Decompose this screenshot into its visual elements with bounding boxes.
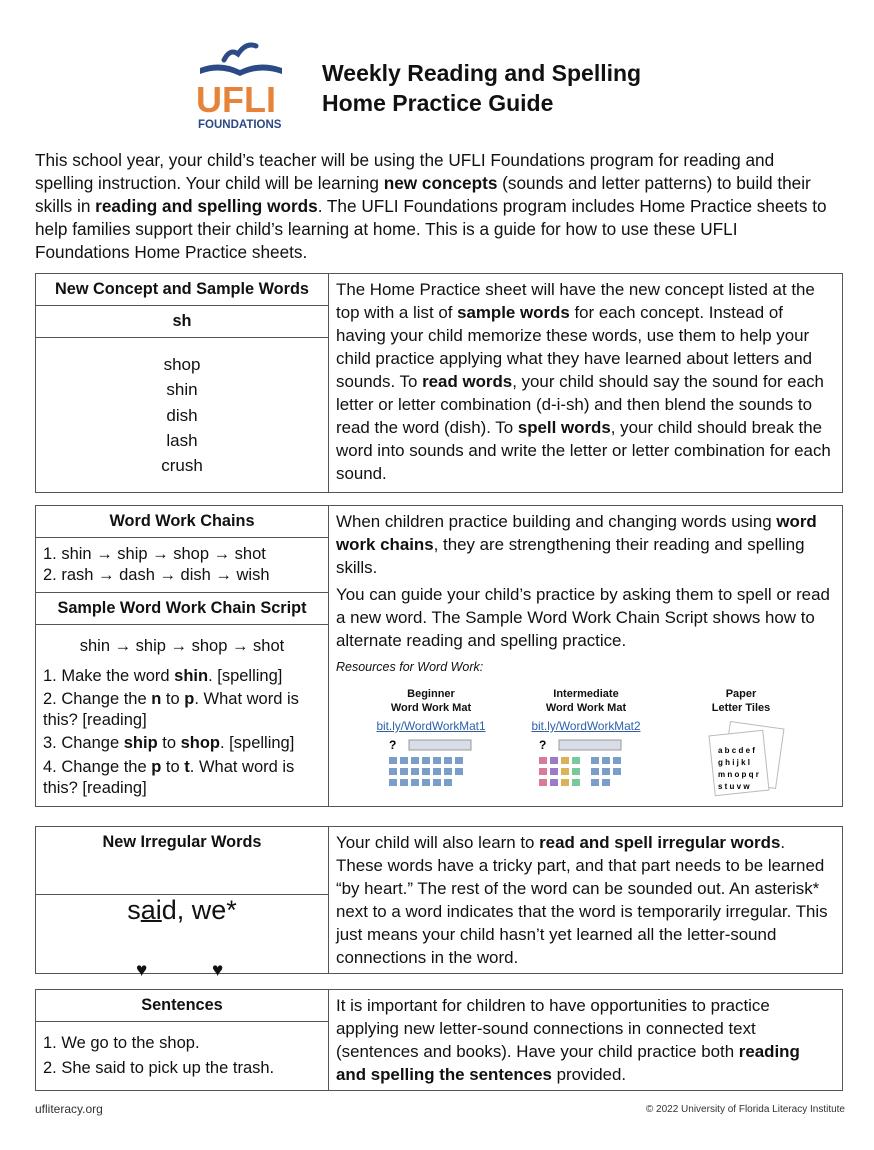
beginner-mat-image (381, 737, 481, 797)
svg-text:s t u v w: s t u v w (718, 782, 750, 791)
heart-icon: ♥ (136, 960, 148, 981)
footer-website[interactable]: ufliteracy.org (35, 1102, 103, 1116)
sample-word: dish (166, 405, 198, 425)
new-concept-header: New Concept and Sample Words (36, 274, 329, 306)
intro-paragraph: This school year, your child’s teacher will be using the UFLI Foundations program for reading and spelling instruction. Your child will be learning new concepts (sounds and letter patterns) to build their skills in reading and spelling words. The UFLI Foundations program includes Home Practice sheets to help families support their child’s learning at home. This is a guide for how to use these UFLI Foundations Home Practice sheets. (35, 150, 827, 262)
intermediate-mat-link[interactable]: bit.ly/WordWorkMat2 (531, 719, 641, 733)
script-chain: shin → ship → shop → shot (79, 637, 285, 655)
irregular-words-header: New Irregular Words (36, 827, 329, 895)
svg-text:?: ? (539, 738, 547, 752)
footer-copyright: © 2022 University of Florida Literacy Institute (645, 1104, 845, 1115)
heart-icon: ♥ (212, 960, 224, 981)
svg-text:FOUNDATIONS: FOUNDATIONS (198, 119, 282, 131)
sample-word: lash (166, 430, 198, 450)
script-step-3: 3. Change ship to shop. [spelling] (43, 734, 295, 753)
sentences-section (35, 989, 843, 1091)
letter-tiles-image (696, 719, 786, 799)
script-step-4: 4. Change the p to t. What word is this? [reading] (43, 757, 295, 797)
irregular-words-section (35, 826, 843, 981)
chain-script (36, 625, 329, 807)
page-title (322, 58, 641, 118)
svg-text:?: ? (389, 738, 397, 752)
resources-row (366, 687, 806, 799)
sample-word: shin (166, 380, 198, 400)
intermediate-mat-resource: Intermediate Word Work Mat bit.ly/WordWorkMat2 ? (521, 687, 651, 799)
concept-name: sh (36, 306, 329, 338)
svg-text:UFLI: UFLI (196, 79, 276, 120)
sample-word: crush (161, 456, 203, 476)
svg-text:g h i j k l: g h i j k l (718, 758, 751, 767)
sample-word: shop (163, 355, 201, 374)
script-step-2: 2. Change the n to p. What word is this? [reading] (43, 690, 299, 729)
sample-words-list (36, 338, 329, 493)
svg-text:a b c d e f: a b c d e f (718, 746, 755, 755)
title-line-2: Home Practice Guide (322, 90, 554, 116)
script-header: Sample Word Work Chain Script (36, 593, 329, 625)
word-work-chains-section (35, 505, 843, 807)
word-work-description: When children practice building and changing words using word work chains, they are strengthening their reading and spelling skills. You can guide your child’s practice by asking them to spell or read a new word. The Sample Word Work Chain Script shows how to alternate reading and spelling practice. Resources for Word Work: Beginner Word Work Mat bit.ly/WordWorkMat1 ? Intermediate Word Work Mat bit.ly/WordWorkMat2 ? Paper Letter Tiles a b c d e f g h i j k l m n o p q r s t u v w (329, 506, 843, 807)
new-concept-section (35, 273, 843, 493)
sentences-header: Sentences (36, 990, 329, 1022)
svg-text:m n o p q r: m n o p q r (718, 770, 759, 779)
word-chain-1: 1. shin → ship → shop → shot (43, 545, 266, 563)
script-step-1: 1. Make the word shin. [spelling] (43, 666, 283, 685)
word-chains-list (36, 538, 329, 593)
word-work-chains-header: Word Work Chains (36, 506, 329, 538)
new-concept-description: The Home Practice sheet will have the new concept listed at the top with a list of sample words for each concept. Instead of having your child memorize these words, use them to help your child practice applying what they have learned about letters and sounds. To read words, your child should say the sound for each letter or letter combination (d-i-sh) and then blend the sounds to read the word (dish). To spell words, your child should break the word into sounds and write the letter or letter combination for each sound. (329, 274, 843, 493)
irregular-words-description: Your child will also learn to read and spell irregular words. These words have a tricky part, and that part needs to be learned “by heart.” The rest of the word can be sounded out. An asterisk* next to a word indicates that the word is temporarily irregular. This just means your child hasn’t yet learned all the letter-sound connections in the word. (329, 827, 843, 974)
ufli-logo (194, 38, 288, 132)
sentence-1: 1. We go to the shop. (43, 1034, 200, 1052)
sentences-list (36, 1022, 329, 1091)
sentence-2: 2. She said to pick up the trash. (43, 1059, 275, 1077)
letter-tiles-resource: Paper Letter Tiles a b c d e f g h i j k l m n o p q r s t u v w (676, 687, 806, 799)
resources-caption: Resources for Word Work: (336, 660, 484, 674)
title-line-1: Weekly Reading and Spelling (322, 60, 642, 86)
word-chain-2: 2. rash → dash → dish → wish (43, 566, 270, 584)
sentences-description: It is important for children to have opportunities to practice applying new letter-sound connections in connected text (sentences and books). Have your child practice both reading and spelling the sentences provided. (329, 990, 843, 1091)
irregular-words-display: said, we* ♥ ♥ (36, 895, 329, 974)
intermediate-mat-image (531, 737, 641, 797)
beginner-mat-link[interactable]: bit.ly/WordWorkMat1 (376, 719, 486, 733)
beginner-mat-resource: Beginner Word Work Mat bit.ly/WordWorkMat1 ? (366, 687, 496, 799)
